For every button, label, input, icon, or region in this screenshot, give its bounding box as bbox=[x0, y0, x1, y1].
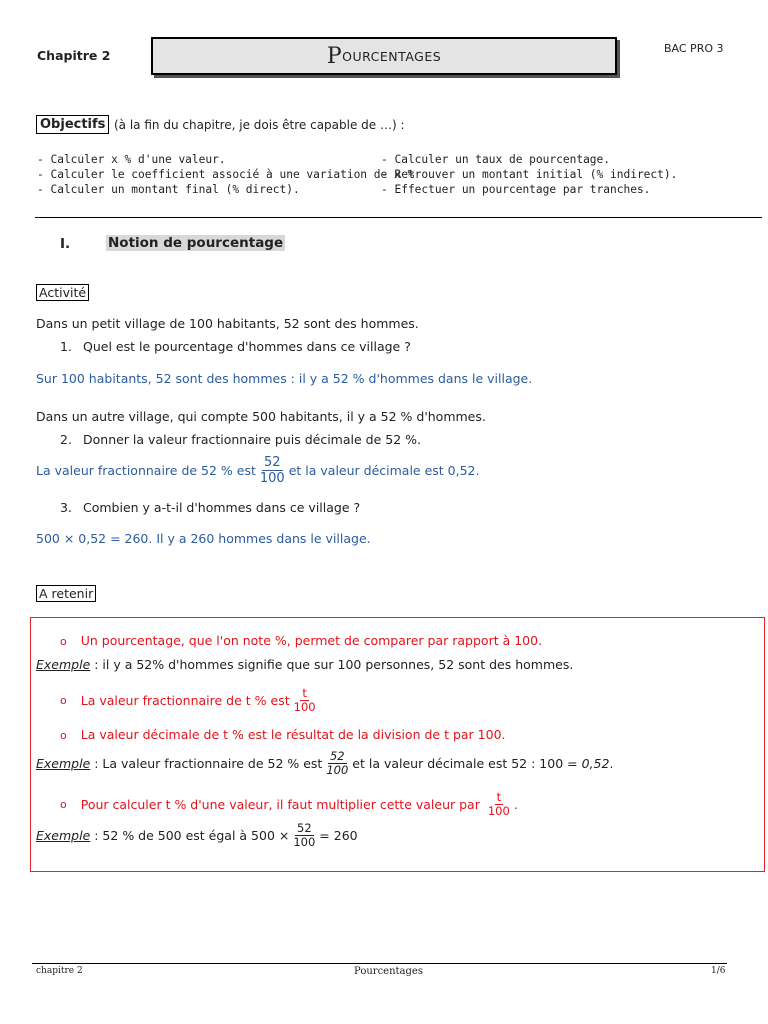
example-3-text-end: = 260 bbox=[319, 828, 358, 843]
section-number: I. bbox=[60, 236, 71, 252]
example-3-text: : 52 % de 500 est égal à 500 × bbox=[94, 828, 290, 843]
example-2 bbox=[36, 750, 613, 777]
bullet-icon: o bbox=[60, 729, 67, 742]
footer-page-number: 1/6 bbox=[711, 966, 726, 976]
fraction-numerator: 52 bbox=[264, 455, 281, 470]
key-point-4-period: . bbox=[513, 797, 518, 812]
key-point-4-text: Pour calculer t % d'une valeur, il faut multiplier cette valeur par bbox=[80, 797, 480, 812]
example-2-text: : La valeur fractionnaire de 52 % est bbox=[94, 756, 323, 771]
fraction-52-100 bbox=[258, 455, 287, 486]
section-title: Notion de pourcentage bbox=[108, 235, 284, 251]
objective-item: - Calculer un montant final (% direct). bbox=[37, 183, 300, 196]
fraction-numerator: t bbox=[496, 790, 502, 804]
fraction-denominator: 100 bbox=[293, 835, 316, 849]
fraction-t-100 bbox=[486, 791, 512, 818]
fraction-denominator: 100 bbox=[259, 471, 285, 486]
level-label: BAC PRO 3 bbox=[664, 42, 724, 55]
objective-item: - Retrouver un montant initial (% indirect). bbox=[381, 168, 678, 181]
chapter-label: Chapitre 2 bbox=[37, 48, 111, 63]
footer-divider bbox=[32, 963, 727, 964]
objective-item: - Calculer x % d'une valeur. bbox=[37, 153, 226, 166]
fraction-52-100 bbox=[291, 822, 317, 849]
objectives-note: (à la fin du chapitre, je dois être capable de …) : bbox=[114, 118, 405, 132]
question-1-number: 1. bbox=[60, 339, 72, 354]
activity-label: Activité bbox=[36, 284, 89, 301]
activity-intro-2: Dans un autre village, qui compte 500 habitants, il y a 52 % d'hommes. bbox=[36, 409, 486, 424]
footer-title: Pourcentages bbox=[354, 966, 423, 977]
key-point-2 bbox=[60, 687, 320, 714]
question-2: Donner la valeur fractionnaire puis décimale de 52 %. bbox=[83, 432, 421, 447]
fraction-denominator: 100 bbox=[293, 700, 316, 714]
objective-item: - Effectuer un pourcentage par tranches. bbox=[381, 183, 651, 196]
fraction-numerator: t bbox=[302, 686, 307, 700]
bullet-icon: o bbox=[60, 694, 67, 707]
question-2-number: 2. bbox=[60, 432, 72, 447]
example-2-period: . bbox=[609, 756, 614, 771]
divider bbox=[35, 217, 762, 218]
decimal-value: 0,52 bbox=[581, 756, 610, 771]
answer-2-text: La valeur fractionnaire de 52 % est bbox=[36, 463, 256, 478]
objectives-label: Objectifs bbox=[36, 115, 109, 134]
example-3 bbox=[36, 822, 358, 849]
answer-2-text-end: et la valeur décimale est 0,52. bbox=[288, 463, 480, 478]
fraction-denominator: 100 bbox=[326, 763, 349, 777]
example-1 bbox=[36, 657, 573, 672]
fraction-t-100 bbox=[292, 687, 318, 714]
key-point-3 bbox=[60, 727, 506, 742]
bullet-icon: o bbox=[60, 798, 67, 811]
key-point-2-text: La valeur fractionnaire de t % est bbox=[80, 693, 290, 708]
page-title: OURCENTAGES bbox=[342, 48, 442, 64]
answer-2 bbox=[36, 455, 479, 486]
fraction-52-100 bbox=[324, 750, 350, 777]
retenir-label: A retenir bbox=[36, 585, 96, 602]
fraction-denominator: 100 bbox=[487, 804, 510, 818]
footer-chapter: chapitre 2 bbox=[36, 966, 83, 976]
question-3: Combien y a-t-il d'hommes dans ce village ? bbox=[83, 500, 361, 515]
key-point-1-text: Un pourcentage, que l'on note %, permet de comparer par rapport à 100. bbox=[80, 633, 543, 648]
objectives-right-list bbox=[381, 152, 677, 197]
key-point-3-text: La valeur décimale de t % est le résultat de la division de t par 100. bbox=[80, 727, 506, 742]
question-3-number: 3. bbox=[60, 500, 72, 515]
objective-item: - Calculer le coefficient associé à une variation de x % bbox=[37, 168, 415, 181]
example-1-text: : il y a 52% d'hommes signifie que sur 100 personnes, 52 sont des hommes. bbox=[94, 657, 574, 672]
activity-intro-1: Dans un petit village de 100 habitants, 52 sont des hommes. bbox=[36, 316, 419, 331]
objective-item: - Calculer un taux de pourcentage. bbox=[381, 153, 611, 166]
key-point-4 bbox=[60, 791, 518, 818]
example-label: Exemple bbox=[36, 756, 91, 771]
answer-3: 500 × 0,52 = 260. Il y a 260 hommes dans le village. bbox=[36, 531, 371, 546]
fraction-numerator: 52 bbox=[297, 821, 312, 835]
objectives-left-list bbox=[37, 152, 414, 197]
answer-1: Sur 100 habitants, 52 sont des hommes : il y a 52 % d'hommes dans le village. bbox=[36, 371, 533, 386]
example-label: Exemple bbox=[36, 828, 91, 843]
fraction-numerator: 52 bbox=[329, 749, 345, 763]
title-initial: P bbox=[326, 43, 343, 69]
key-point-1 bbox=[60, 633, 542, 648]
example-2-text-end: et la valeur décimale est 52 : 100 = bbox=[352, 756, 578, 771]
example-label: Exemple bbox=[36, 657, 91, 672]
question-1: Quel est le pourcentage d'hommes dans ce village ? bbox=[83, 339, 411, 354]
bullet-icon: o bbox=[60, 635, 67, 648]
page-title-box bbox=[151, 37, 617, 75]
